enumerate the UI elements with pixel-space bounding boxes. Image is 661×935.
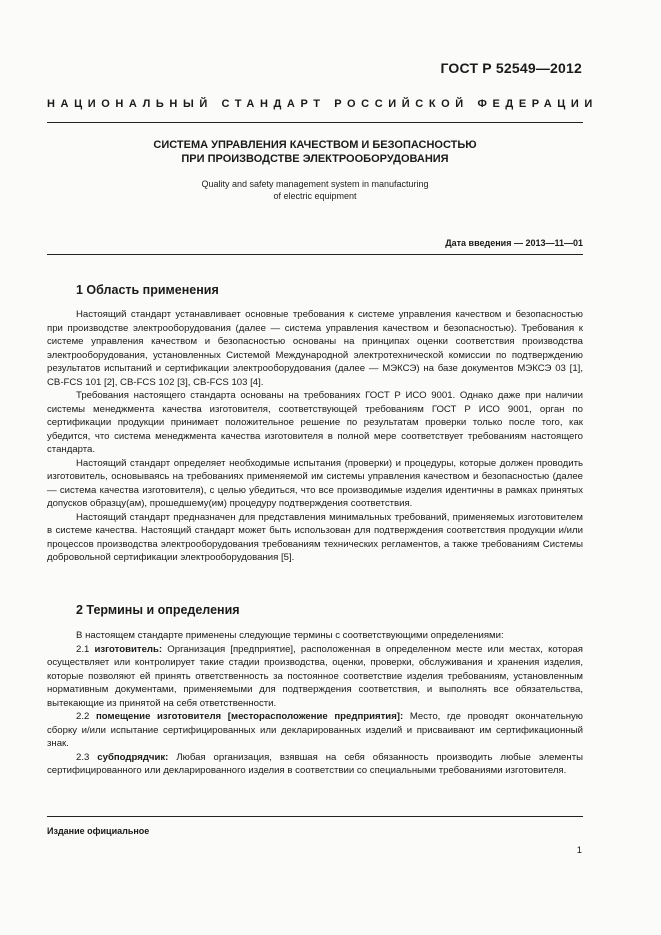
section-2-heading: 2 Термины и определения [76,603,240,617]
term-text: Организация [предприятие], расположенная в определенном месте или местах, которая осуществляет или контролирует такие стадии производства, оценки, проверки, обслуживания и хранения изделия, которые позволяют ей принять ответственность за постоянное соответствие изделия требованиям, установленным нормативным документами, применяемыми для подтверждения соответствия, и выполнять все обязательства, вытекающие из принятой на себя ответственности. [47,643,584,709]
date-divider [47,254,583,255]
introduction-date: Дата введения — 2013—11—01 [445,238,583,248]
english-title [47,178,583,202]
page-number: 1 [576,845,582,856]
term-number: 2.1 [76,643,90,655]
section-1-paragraph: Настоящий стандарт предназначен для представления минимальных требований, применяемых изготовителем в системе качества. Настоящий стандарт может быть использован для подтверждения соответствия продукции и/или процессов производства электрооборудования требованиям технических регламентов, а также требованиям Системы добровольной сертификации электрооборудования [5]. [47,511,583,563]
section-1-paragraph: Настоящий стандарт устанавливает основные требования к системе управления качеством и безопасностью при производстве электрооборудования (далее — система управления качеством и безопасностью). Требования к системе управления качеством и безопасностью основаны на принципах оценки соответствия производства электрооборудования, установленных Системой Международной электротехнической комиссии по подтверждению результатов испытаний и сертификации электрооборудования (далее — МЭКСЭ) на базе документов МЭКСЭ 03 [1], CB-FCS 101 [2], CB-FCS 102 [3], CB-FCS 103 [4]. [47,309,583,388]
term-text: Место, где проводят окончательную сборку и/или испытание сертифицированных или декларированных изделий и присваивают им сертификационный знак. [47,711,583,749]
english-title-line-2: of electric equipment [273,191,357,201]
section-2-body [47,629,583,778]
term-text: Любая организация, взявшая на себя обязанность производить любые элементы сертифицированного или декларированного изделия в соответствии со специальными требованиями изготовителя. [47,751,583,776]
document-title [47,138,583,166]
section-1-heading: 1 Область применения [76,283,219,297]
section-1-body [47,308,583,565]
term-name: субподрядчик: [97,751,169,763]
section-2-intro: В настоящем стандарте применены следующие термины с соответствующими определениями: [76,630,504,641]
term-definition [47,643,583,711]
term-definition [47,710,583,751]
english-title-line-1: Quality and safety management system in manufacturing [201,179,429,189]
title-line-1: СИСТЕМА УПРАВЛЕНИЯ КАЧЕСТВОМ И БЕЗОПАСНОСТЬЮ [153,139,477,151]
document-code: ГОСТ Р 52549—2012 [440,60,582,76]
official-edition-label: Издание официальное [47,826,150,836]
term-number: 2.2 [76,711,90,722]
national-standard-banner: НАЦИОНАЛЬНЫЙ СТАНДАРТ РОССИЙСКОЙ ФЕДЕРАЦИИ [47,98,598,110]
footer-divider [47,816,583,817]
term-name: помещение изготовителя [месторасположение предприятия]: [95,711,404,722]
term-number: 2.3 [76,751,90,763]
section-1-paragraph: Настоящий стандарт определяет необходимые испытания (проверки) и процедуры, которые должен проводить изготовитель, основываясь на требованиях применяемой им системы управления качеством и безопасностью (далее — система качества изготовителя), с целью убедиться, что все производимые изделия идентичны в рамках принятых допусков образцу(ам), прошедшему(им) процедуру подтверждения соответствия. [47,457,583,509]
top-divider [47,122,583,123]
section-1-paragraph: Требования настоящего стандарта основаны на требованиях ГОСТ Р ИСО 9001. Однако даже при наличии системы менеджмента качества изготовителя, соответствующей требованиям ГОСТ Р ИСО 9001, орган по сертификации продукции принимает положительное решение по результатам проверки только после того, как убедится, что система менеджмента качества изготовителя в полной мере соответствует требованиям настоящего стандарта. [47,390,583,455]
term-definition [47,751,583,778]
title-line-2: ПРИ ПРОИЗВОДСТВЕ ЭЛЕКТРООБОРУДОВАНИЯ [181,153,449,165]
term-name: изготовитель: [94,643,163,655]
